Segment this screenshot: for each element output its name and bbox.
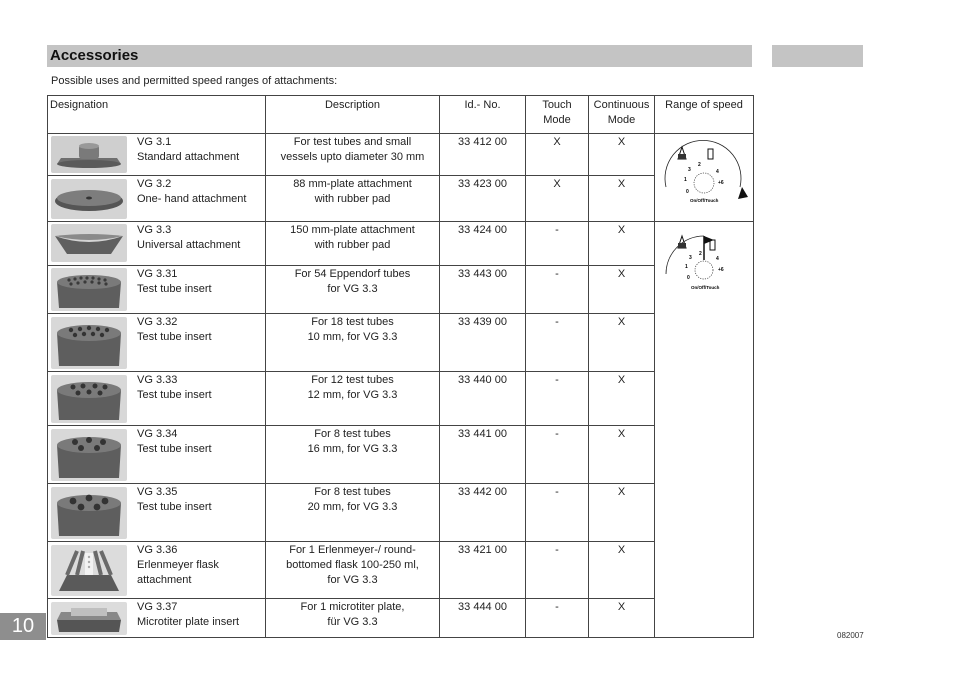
- item-code: VG 3.32: [137, 316, 178, 328]
- intro-text: Possible uses and permitted speed ranges of attachments:: [51, 75, 338, 87]
- speed-range-cell-2: [655, 222, 754, 638]
- table-row: [48, 222, 754, 266]
- item-code: VG 3.31: [137, 268, 178, 280]
- designation-cell: [48, 599, 266, 638]
- continuous-cell: X: [589, 314, 655, 372]
- dial-footer: On/Off/Touch: [691, 285, 720, 290]
- section-title: Accessories: [50, 47, 139, 64]
- dial-mark: 3: [689, 255, 692, 261]
- side-header-bar: [772, 45, 863, 67]
- continuous-cell: X: [589, 266, 655, 314]
- item-name: Test tube insert: [137, 389, 212, 401]
- designation-cell: [48, 314, 266, 372]
- dial-mark: 4: [716, 256, 719, 262]
- item-code: VG 3.35: [137, 486, 178, 498]
- erlenmeyer-attachment-image: [51, 545, 127, 596]
- continuous-cell: X: [589, 176, 655, 222]
- table-row: [48, 542, 754, 599]
- dial-mark: 4: [716, 169, 719, 175]
- id-cell: 33 443 00: [440, 266, 526, 314]
- designation-cell: [48, 372, 266, 426]
- continuous-cell: X: [589, 222, 655, 266]
- item-code: VG 3.2: [137, 178, 172, 190]
- item-name: Test tube insert: [137, 443, 212, 455]
- description-cell: For 1 microtiter plate, für VG 3.3: [266, 599, 440, 638]
- item-name: Test tube insert: [137, 283, 212, 295]
- dial-mark: 1: [684, 177, 687, 183]
- dial-footer: On/Off/Touch: [690, 198, 719, 203]
- touch-cell: -: [526, 314, 589, 372]
- microtiter-insert-image: [51, 602, 127, 635]
- universal-attachment-image: [51, 224, 127, 262]
- dial-mark: 2: [699, 251, 702, 257]
- continuous-cell: X: [589, 426, 655, 484]
- speed-dial-full-icon: [658, 137, 750, 217]
- document-code: 082007: [837, 631, 864, 640]
- id-cell: 33 441 00: [440, 426, 526, 484]
- touch-cell: -: [526, 222, 589, 266]
- table-row: [48, 314, 754, 372]
- description-cell: For test tubes and small vessels upto diameter 30 mm: [266, 134, 440, 176]
- table-row: [48, 266, 754, 314]
- continuous-cell: X: [589, 484, 655, 542]
- table-row: [48, 484, 754, 542]
- designation-cell: [48, 542, 266, 599]
- eppendorf-insert-image: [51, 268, 127, 311]
- item-code: VG 3.33: [137, 374, 178, 386]
- test-tube-insert-18-image: [51, 317, 127, 369]
- continuous-cell: X: [589, 542, 655, 599]
- item-name: Erlenmeyer flask: [137, 559, 219, 571]
- item-code: VG 3.3: [137, 224, 172, 236]
- description-cell: 88 mm-plate attachment with rubber pad: [266, 176, 440, 222]
- item-name: Test tube insert: [137, 501, 212, 513]
- item-name: One- hand attachment: [137, 193, 247, 205]
- page-number: 10: [0, 613, 46, 640]
- description-cell: For 1 Erlenmeyer-/ round- bottomed flask 100-250 ml, for VG 3.3: [266, 542, 440, 599]
- standard-attachment-image: [51, 136, 127, 173]
- col-header-range: Range of speed: [655, 96, 754, 134]
- item-code: VG 3.36: [137, 544, 178, 556]
- touch-cell: -: [526, 599, 589, 638]
- id-cell: 33 421 00: [440, 542, 526, 599]
- description-cell: For 8 test tubes 20 mm, for VG 3.3: [266, 484, 440, 542]
- col-header-touch: Touch Mode: [526, 96, 589, 134]
- continuous-cell: X: [589, 372, 655, 426]
- item-code: VG 3.1: [137, 136, 172, 148]
- table-row: [48, 372, 754, 426]
- speed-dial-limited-icon: [658, 226, 750, 298]
- designation-cell: [48, 176, 266, 222]
- id-cell: 33 423 00: [440, 176, 526, 222]
- table-row: [48, 426, 754, 484]
- col-header-continuous: Continuous Mode: [589, 96, 655, 134]
- col-header-id: Id.- No.: [440, 96, 526, 134]
- one-hand-attachment-image: [51, 179, 127, 219]
- touch-cell: -: [526, 372, 589, 426]
- dial-mark: 3: [688, 167, 691, 173]
- description-cell: For 8 test tubes 16 mm, for VG 3.3: [266, 426, 440, 484]
- table-header-row: [48, 96, 754, 134]
- item-name: Test tube insert: [137, 331, 212, 343]
- item-name: Universal attachment: [137, 239, 241, 251]
- id-cell: 33 439 00: [440, 314, 526, 372]
- dial-mark: 0: [686, 189, 689, 195]
- dial-mark: 1: [685, 264, 688, 270]
- description-cell: For 18 test tubes 10 mm, for VG 3.3: [266, 314, 440, 372]
- description-cell: For 12 test tubes 12 mm, for VG 3.3: [266, 372, 440, 426]
- designation-cell: [48, 484, 266, 542]
- table-row: [48, 599, 754, 638]
- touch-cell: -: [526, 266, 589, 314]
- item-name: Microtiter plate insert: [137, 616, 240, 628]
- col-header-description: Description: [266, 96, 440, 134]
- table-row: [48, 176, 754, 222]
- continuous-cell: X: [589, 134, 655, 176]
- designation-cell: [48, 426, 266, 484]
- dial-mark: +6: [718, 267, 724, 273]
- accessories-table: [47, 95, 754, 638]
- test-tube-insert-12-image: [51, 375, 127, 423]
- item-name-line2: attachment: [137, 574, 192, 586]
- id-cell: 33 442 00: [440, 484, 526, 542]
- test-tube-insert-20-image: [51, 487, 127, 539]
- item-code: VG 3.37: [137, 601, 178, 613]
- touch-cell: X: [526, 134, 589, 176]
- id-cell: 33 424 00: [440, 222, 526, 266]
- dial-mark: +6: [718, 180, 724, 186]
- dial-mark: 0: [687, 275, 690, 281]
- designation-cell: [48, 266, 266, 314]
- item-code: VG 3.34: [137, 428, 178, 440]
- touch-cell: -: [526, 542, 589, 599]
- touch-cell: -: [526, 426, 589, 484]
- touch-cell: X: [526, 176, 589, 222]
- description-cell: 150 mm-plate attachment with rubber pad: [266, 222, 440, 266]
- dial-mark: 2: [698, 162, 701, 168]
- touch-cell: -: [526, 484, 589, 542]
- speed-range-cell-1: [655, 134, 754, 222]
- col-header-designation: Designation: [48, 96, 266, 134]
- designation-cell: [48, 134, 266, 176]
- id-cell: 33 440 00: [440, 372, 526, 426]
- test-tube-insert-16-image: [51, 429, 127, 481]
- continuous-cell: X: [589, 599, 655, 638]
- designation-cell: [48, 222, 266, 266]
- id-cell: 33 412 00: [440, 134, 526, 176]
- item-name: Standard attachment: [137, 151, 240, 163]
- description-cell: For 54 Eppendorf tubes for VG 3.3: [266, 266, 440, 314]
- table-row: [48, 134, 754, 176]
- section-header-bar: [47, 45, 752, 67]
- id-cell: 33 444 00: [440, 599, 526, 638]
